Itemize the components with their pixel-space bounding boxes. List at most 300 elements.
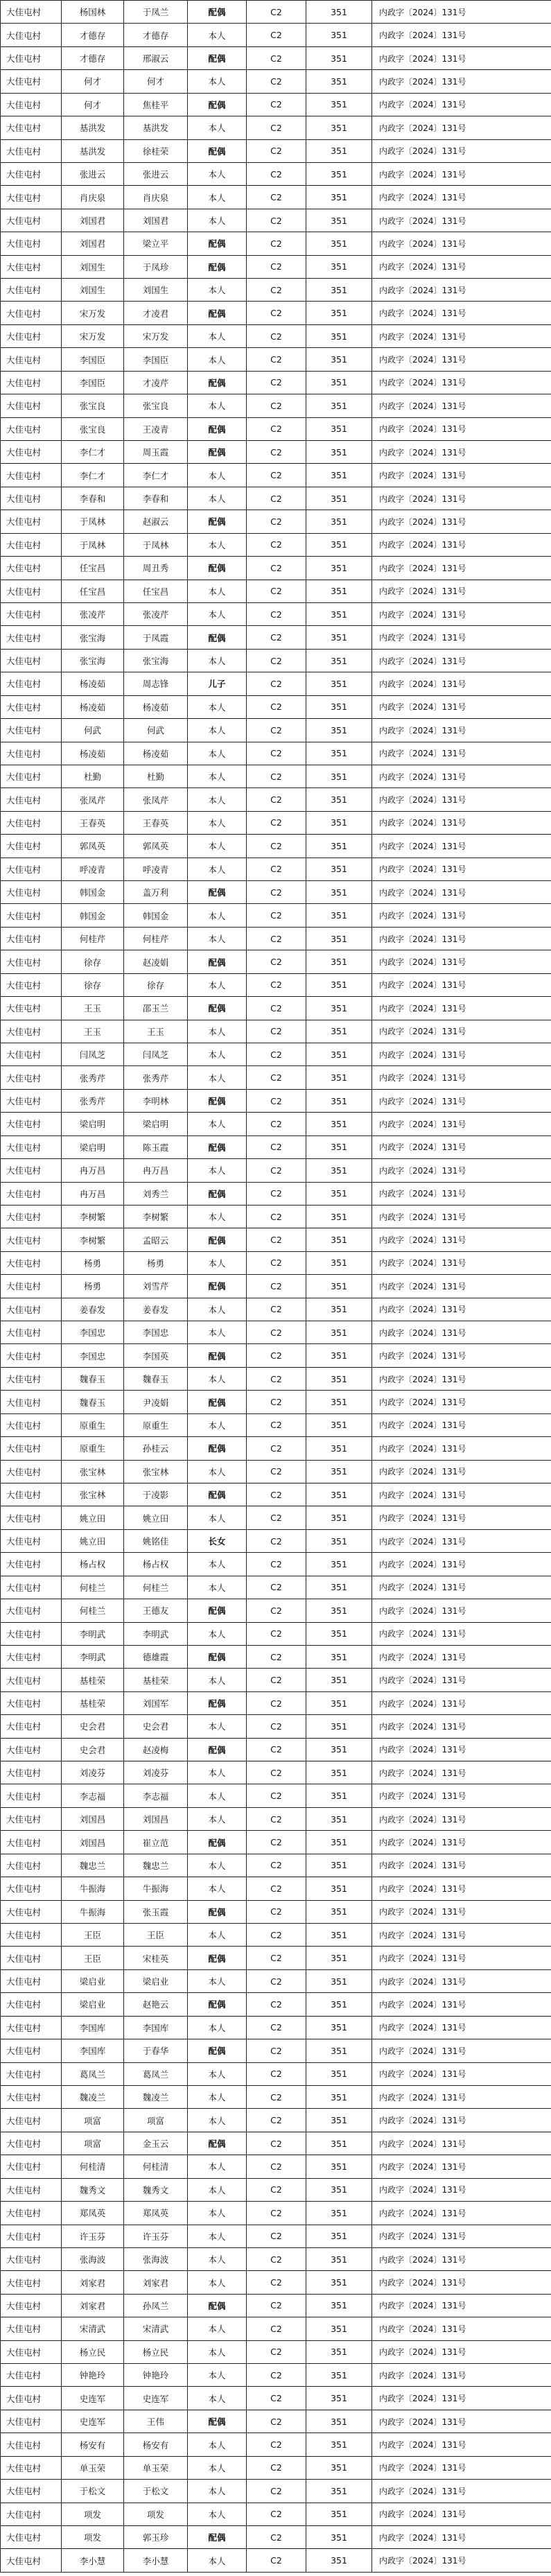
level-cell: C2 [247,533,306,556]
document-number-cell: 内政字〔2024〕131号 [372,602,551,625]
table-row [1,209,551,232]
document-number-cell: 内政字〔2024〕131号 [372,557,551,580]
level-cell: C2 [247,788,306,811]
document-number-cell: 内政字〔2024〕131号 [372,2039,551,2062]
household-head-cell: 项富 [62,2132,124,2155]
level-cell: C2 [247,1807,306,1830]
village-cell: 大佳屯村 [1,1715,62,1738]
amount-cell: 351 [306,719,372,742]
relation-cell: 本人 [188,2317,247,2340]
member-name-cell: 张宝林 [124,1460,188,1483]
member-name-cell: 徐存 [124,973,188,996]
household-head-cell: 史连军 [62,2387,124,2410]
table-row [1,1460,551,1483]
village-cell: 大佳屯村 [1,441,62,464]
table-row [1,1135,551,1158]
document-number-cell: 内政字〔2024〕131号 [372,1599,551,1622]
relation-cell: 本人 [188,70,247,93]
table-row [1,533,551,556]
member-name-cell: 李国忠 [124,1321,188,1344]
level-cell: C2 [247,2317,306,2340]
table-row [1,348,551,371]
table-row [1,302,551,324]
table-row [1,881,551,904]
relation-cell: 本人 [188,927,247,950]
village-cell: 大佳屯村 [1,1182,62,1205]
relation-cell: 本人 [188,2456,247,2479]
document-number-cell: 内政字〔2024〕131号 [372,371,551,394]
village-cell: 大佳屯村 [1,24,62,46]
table-row [1,2225,551,2247]
household-head-cell: 杨凌茹 [62,742,124,765]
village-cell: 大佳屯村 [1,2178,62,2201]
member-name-cell: 原重生 [124,1413,188,1436]
household-head-cell: 魏秀文 [62,2178,124,2201]
amount-cell: 351 [306,1784,372,1807]
amount-cell: 351 [306,927,372,950]
member-name-cell: 杨占权 [124,1553,188,1576]
table-row [1,46,551,69]
relation-cell: 本人 [188,788,247,811]
relation-cell: 本人 [188,695,247,718]
document-number-cell: 内政字〔2024〕131号 [372,279,551,302]
member-name-cell: 张凌芹 [124,602,188,625]
document-number-cell: 内政字〔2024〕131号 [372,2155,551,2178]
village-cell: 大佳屯村 [1,2410,62,2433]
document-number-cell: 内政字〔2024〕131号 [372,1460,551,1483]
amount-cell: 351 [306,1275,372,1298]
village-cell: 大佳屯村 [1,1506,62,1529]
household-head-cell: 任宝昌 [62,557,124,580]
amount-cell: 351 [306,2109,372,2132]
document-number-cell: 内政字〔2024〕131号 [372,1669,551,1691]
document-number-cell: 内政字〔2024〕131号 [372,2433,551,2456]
member-name-cell: 于春华 [124,2039,188,2062]
relation-cell: 本人 [188,1251,247,1274]
level-cell: C2 [247,2039,306,2062]
level-cell: C2 [247,1182,306,1205]
document-number-cell: 内政字〔2024〕131号 [372,1391,551,1413]
level-cell: C2 [247,1924,306,1947]
table-row [1,1738,551,1761]
level-cell: C2 [247,2155,306,2178]
level-cell: C2 [247,2294,306,2317]
table-row [1,116,551,139]
amount-cell: 351 [306,2387,372,2410]
level-cell: C2 [247,950,306,973]
household-head-cell: 郭凤英 [62,835,124,858]
table-row [1,2364,551,2387]
table-row [1,1877,551,1900]
village-cell: 大佳屯村 [1,162,62,185]
amount-cell: 351 [306,2016,372,2039]
household-head-cell: 单玉荣 [62,2456,124,2479]
household-head-cell: 原重生 [62,1437,124,1460]
level-cell: C2 [247,2410,306,2433]
amount-cell: 351 [306,1969,372,1992]
relation-cell: 配偶 [188,881,247,904]
relation-cell: 配偶 [188,302,247,324]
village-cell: 大佳屯村 [1,1576,62,1599]
member-name-cell: 于凤珍 [124,255,188,278]
member-name-cell: 刘国军 [124,1691,188,1714]
amount-cell: 351 [306,1924,372,1947]
level-cell: C2 [247,441,306,464]
relation-cell: 儿子 [188,672,247,695]
relation-cell: 本人 [188,348,247,371]
table-row [1,788,551,811]
amount-cell: 351 [306,2155,372,2178]
village-cell: 大佳屯村 [1,2039,62,2062]
document-number-cell: 内政字〔2024〕131号 [372,1506,551,1529]
member-name-cell: 尹凌娟 [124,1391,188,1413]
village-cell: 大佳屯村 [1,1113,62,1135]
member-name-cell: 王德友 [124,1599,188,1622]
document-number-cell: 内政字〔2024〕131号 [372,1553,551,1576]
household-head-cell: 李春和 [62,487,124,510]
village-cell: 大佳屯村 [1,1228,62,1251]
amount-cell: 351 [306,2271,372,2294]
relation-cell: 配偶 [188,1645,247,1668]
village-cell: 大佳屯村 [1,1924,62,1947]
table-row [1,162,551,185]
table-row [1,1761,551,1784]
level-cell: C2 [247,2062,306,2085]
village-cell: 大佳屯村 [1,1738,62,1761]
household-head-cell: 何桂兰 [62,1599,124,1622]
table-row [1,2155,551,2178]
household-head-cell: 李小慧 [62,2549,124,2572]
table-row [1,1691,551,1714]
member-name-cell: 王春英 [124,811,188,834]
level-cell: C2 [247,1228,306,1251]
table-row [1,1205,551,1228]
village-cell: 大佳屯村 [1,93,62,116]
village-cell: 大佳屯村 [1,302,62,324]
level-cell: C2 [247,580,306,602]
household-head-cell: 杨勇 [62,1275,124,1298]
village-cell: 大佳屯村 [1,1367,62,1390]
amount-cell: 351 [306,1135,372,1158]
relation-cell: 配偶 [188,1391,247,1413]
amount-cell: 351 [306,2410,372,2433]
amount-cell: 351 [306,1622,372,1645]
amount-cell: 351 [306,2549,372,2572]
amount-cell: 351 [306,1506,372,1529]
household-head-cell: 杨勇 [62,1251,124,1274]
amount-cell: 351 [306,765,372,787]
table-row [1,2202,551,2225]
level-cell: C2 [247,1043,306,1065]
relation-cell: 配偶 [188,1228,247,1251]
table-row [1,324,551,347]
amount-cell: 351 [306,2433,372,2456]
member-name-cell: 德雄霞 [124,1645,188,1668]
village-cell: 大佳屯村 [1,510,62,533]
document-number-cell: 内政字〔2024〕131号 [372,1831,551,1854]
relation-cell: 本人 [188,2225,247,2247]
member-name-cell: 基桂荣 [124,1669,188,1691]
table-row [1,1182,551,1205]
village-cell: 大佳屯村 [1,348,62,371]
amount-cell: 351 [306,881,372,904]
level-cell: C2 [247,835,306,858]
level-cell: C2 [247,46,306,69]
level-cell: C2 [247,602,306,625]
member-name-cell: 刘雪芹 [124,1275,188,1298]
member-name-cell: 张秀芹 [124,1066,188,1089]
member-name-cell: 才德存 [124,24,188,46]
table-row [1,1715,551,1738]
member-name-cell: 李志福 [124,1784,188,1807]
level-cell: C2 [247,2271,306,2294]
relation-cell: 配偶 [188,557,247,580]
relation-cell: 本人 [188,1113,247,1135]
table-row [1,1321,551,1344]
level-cell: C2 [247,2132,306,2155]
amount-cell: 351 [306,2294,372,2317]
village-cell: 大佳屯村 [1,1854,62,1877]
table-row [1,1993,551,2016]
table-row [1,464,551,487]
level-cell: C2 [247,2480,306,2503]
table-row [1,927,551,950]
relation-cell: 本人 [188,2062,247,2085]
relation-cell: 配偶 [188,1182,247,1205]
table-row [1,487,551,510]
member-name-cell: 刘凌芬 [124,1761,188,1784]
document-number-cell: 内政字〔2024〕131号 [372,2525,551,2548]
relation-cell: 本人 [188,487,247,510]
household-head-cell: 姚立田 [62,1506,124,1529]
document-number-cell: 内政字〔2024〕131号 [372,302,551,324]
relation-cell: 本人 [188,1924,247,1947]
document-number-cell: 内政字〔2024〕131号 [372,2549,551,2572]
document-number-cell: 内政字〔2024〕131号 [372,973,551,996]
level-cell: C2 [247,2387,306,2410]
level-cell: C2 [247,2433,306,2456]
level-cell: C2 [247,209,306,232]
table-row [1,2480,551,2503]
document-number-cell: 内政字〔2024〕131号 [372,1344,551,1367]
table-row [1,557,551,580]
document-number-cell: 内政字〔2024〕131号 [372,1784,551,1807]
member-name-cell: 张凤芹 [124,788,188,811]
village-cell: 大佳屯村 [1,533,62,556]
relation-cell: 配偶 [188,1900,247,1923]
relation-cell: 本人 [188,2549,247,2572]
table-row [1,672,551,695]
relation-cell: 本人 [188,1298,247,1321]
household-head-cell: 梁启业 [62,1993,124,2016]
member-name-cell: 牛振海 [124,1877,188,1900]
amount-cell: 351 [306,811,372,834]
document-number-cell: 内政字〔2024〕131号 [372,209,551,232]
household-head-cell: 宋清武 [62,2317,124,2340]
member-name-cell: 杨勇 [124,1251,188,1274]
household-head-cell: 梁启明 [62,1113,124,1135]
household-head-cell: 姚立田 [62,1529,124,1552]
relation-cell: 本人 [188,1159,247,1182]
amount-cell: 351 [306,997,372,1020]
relation-cell: 本人 [188,1020,247,1043]
document-number-cell: 内政字〔2024〕131号 [372,719,551,742]
document-number-cell: 内政字〔2024〕131号 [372,186,551,209]
amount-cell: 351 [306,557,372,580]
table-row [1,1831,551,1854]
table-row [1,765,551,787]
document-number-cell: 内政字〔2024〕131号 [372,1135,551,1158]
amount-cell: 351 [306,1645,372,1668]
table-row [1,1669,551,1691]
relation-cell: 本人 [188,835,247,858]
amount-cell: 351 [306,1228,372,1251]
member-name-cell: 项发 [124,2503,188,2525]
village-cell: 大佳屯村 [1,324,62,347]
household-head-cell: 李志福 [62,1784,124,1807]
relation-cell: 本人 [188,1854,247,1877]
household-head-cell: 王玉 [62,1020,124,1043]
level-cell: C2 [247,626,306,649]
table-row [1,2271,551,2294]
village-cell: 大佳屯村 [1,255,62,278]
village-cell: 大佳屯村 [1,1437,62,1460]
relation-cell: 本人 [188,973,247,996]
household-head-cell: 张秀芹 [62,1066,124,1089]
amount-cell: 351 [306,1669,372,1691]
member-name-cell: 杨凌茹 [124,742,188,765]
member-name-cell: 何才 [124,70,188,93]
member-name-cell: 姚铭佳 [124,1529,188,1552]
document-number-cell: 内政字〔2024〕131号 [372,1761,551,1784]
household-head-cell: 张宝海 [62,626,124,649]
level-cell: C2 [247,1553,306,1576]
member-name-cell: 金玉云 [124,2132,188,2155]
document-number-cell: 内政字〔2024〕131号 [372,2202,551,2225]
level-cell: C2 [247,2456,306,2479]
amount-cell: 351 [306,2503,372,2525]
member-name-cell: 韩国金 [124,904,188,927]
member-name-cell: 魏春玉 [124,1367,188,1390]
household-head-cell: 刘家君 [62,2294,124,2317]
village-cell: 大佳屯村 [1,46,62,69]
household-head-cell: 何桂兰 [62,1576,124,1599]
relation-cell: 长女 [188,1529,247,1552]
table-row [1,139,551,162]
table-row [1,950,551,973]
household-head-cell: 基洪发 [62,139,124,162]
household-head-cell: 李国库 [62,2039,124,2062]
amount-cell: 351 [306,1437,372,1460]
document-number-cell: 内政字〔2024〕131号 [372,1738,551,1761]
household-head-cell: 李国忠 [62,1321,124,1344]
household-head-cell: 任宝昌 [62,580,124,602]
household-head-cell: 史会君 [62,1738,124,1761]
document-number-cell: 内政字〔2024〕131号 [372,2503,551,2525]
level-cell: C2 [247,394,306,417]
level-cell: C2 [247,672,306,695]
member-name-cell: 周丑秀 [124,557,188,580]
member-name-cell: 李树繁 [124,1205,188,1228]
document-number-cell: 内政字〔2024〕131号 [372,1113,551,1135]
table-row [1,1043,551,1065]
village-cell: 大佳屯村 [1,2202,62,2225]
relation-cell: 配偶 [188,93,247,116]
member-name-cell: 史连军 [124,2387,188,2410]
relation-cell: 本人 [188,2340,247,2363]
village-cell: 大佳屯村 [1,719,62,742]
amount-cell: 351 [306,602,372,625]
table-row [1,649,551,672]
relation-cell: 配偶 [188,2039,247,2062]
relation-cell: 配偶 [188,441,247,464]
document-number-cell: 内政字〔2024〕131号 [372,2271,551,2294]
level-cell: C2 [247,2503,306,2525]
table-row [1,1020,551,1043]
amount-cell: 351 [306,510,372,533]
table-row [1,602,551,625]
document-number-cell: 内政字〔2024〕131号 [372,324,551,347]
village-cell: 大佳屯村 [1,2085,62,2108]
document-number-cell: 内政字〔2024〕131号 [372,742,551,765]
member-name-cell: 项富 [124,2109,188,2132]
table-body [1,1,551,2573]
amount-cell: 351 [306,835,372,858]
household-head-cell: 何桂清 [62,2155,124,2178]
amount-cell: 351 [306,1089,372,1112]
member-name-cell: 周志锋 [124,672,188,695]
level-cell: C2 [247,997,306,1020]
relation-cell: 配偶 [188,1437,247,1460]
village-cell: 大佳屯村 [1,950,62,973]
village-cell: 大佳屯村 [1,1599,62,1622]
document-number-cell: 内政字〔2024〕131号 [372,2410,551,2433]
level-cell: C2 [247,1622,306,1645]
level-cell: C2 [247,1529,306,1552]
member-name-cell: 周玉霞 [124,441,188,464]
amount-cell: 351 [306,1367,372,1390]
document-number-cell: 内政字〔2024〕131号 [372,1947,551,1969]
level-cell: C2 [247,1969,306,1992]
table-row [1,394,551,417]
household-head-cell: 闫凤芝 [62,1043,124,1065]
level-cell: C2 [247,2549,306,2572]
relation-cell: 本人 [188,116,247,139]
village-cell: 大佳屯村 [1,1877,62,1900]
amount-cell: 351 [306,950,372,973]
village-cell: 大佳屯村 [1,186,62,209]
relation-cell: 配偶 [188,1831,247,1854]
relation-cell: 本人 [188,2016,247,2039]
level-cell: C2 [247,1506,306,1529]
member-name-cell: 刘国君 [124,209,188,232]
village-cell: 大佳屯村 [1,2387,62,2410]
level-cell: C2 [247,1391,306,1413]
member-name-cell: 梁启明 [124,1113,188,1135]
document-number-cell: 内政字〔2024〕131号 [372,1367,551,1390]
table-row [1,2294,551,2317]
document-number-cell: 内政字〔2024〕131号 [372,1576,551,1599]
member-name-cell: 魏秀文 [124,2178,188,2201]
table-row [1,186,551,209]
village-cell: 大佳屯村 [1,2549,62,2572]
table-row [1,1391,551,1413]
household-head-cell: 刘凌芬 [62,1761,124,1784]
relation-cell: 配偶 [188,1,247,24]
amount-cell: 351 [306,1483,372,1506]
level-cell: C2 [247,1947,306,1969]
level-cell: C2 [247,2178,306,2201]
